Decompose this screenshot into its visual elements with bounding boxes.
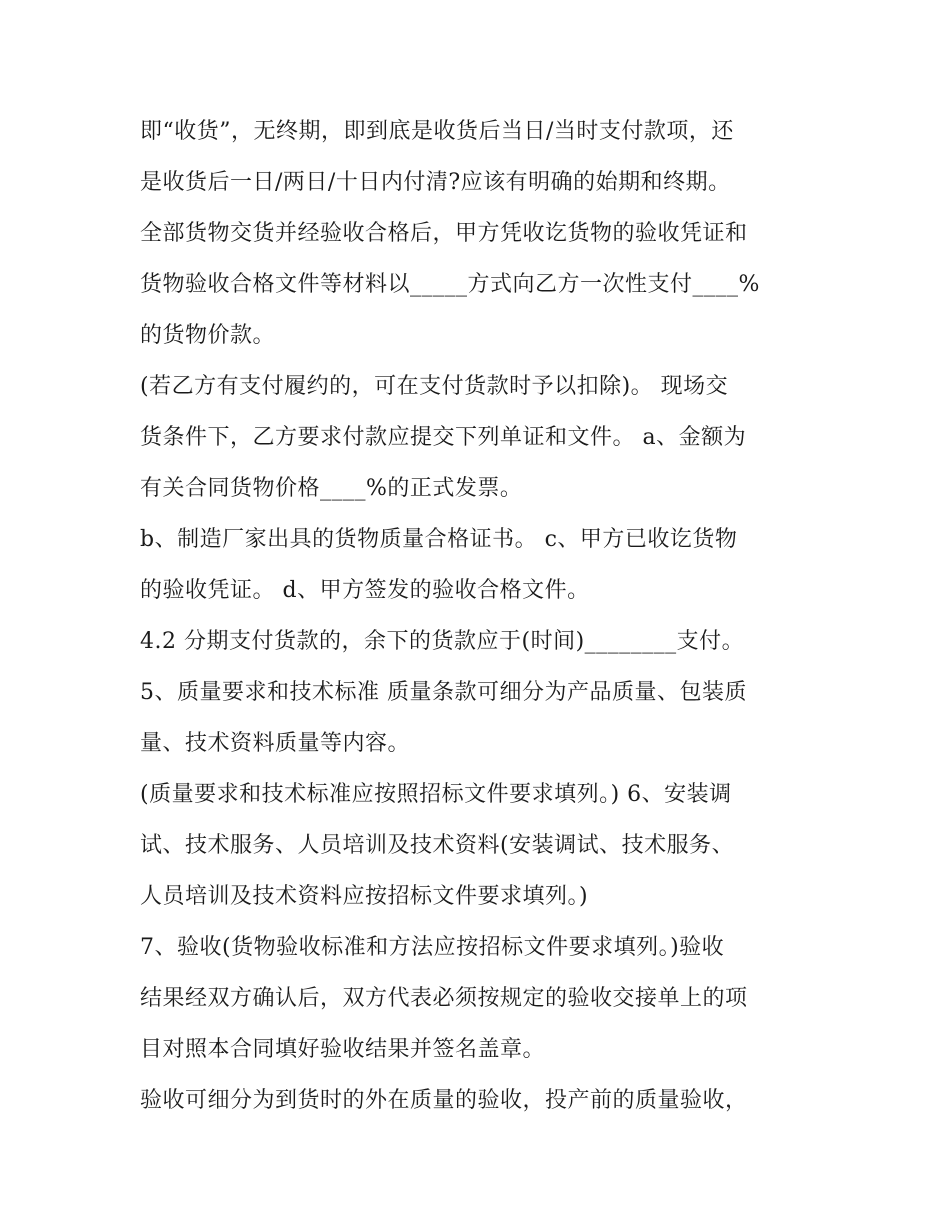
text-line: 验收可细分为到货时的外在质量的验收，投产前的质量验收，	[140, 1088, 748, 1113]
text-line: 试、技术服务、人员培训及技术资料(安装调试、技术服务、	[140, 833, 735, 858]
text-line: 货物验收合格文件等材料以_____方式向乙方一次性支付____%	[140, 272, 760, 297]
text-line: 全部货物交货并经验收合格后，甲方凭收讫货物的验收凭证和	[140, 221, 748, 246]
text-line: 是收货后一日/两日/十日内付清?应该有明确的始期和终期。	[140, 170, 731, 195]
text-line: 7、验收(货物验收标准和方法应按招标文件要求填列。)验收	[140, 935, 725, 960]
text-line: b、制造厂家出具的货物质量合格证书。 c、甲方已收讫货物	[140, 527, 738, 552]
text-line: 的货物价款。	[140, 323, 276, 348]
text-line: 即“收货”，无终期，即到底是收货后当日/当时支付款项，还	[140, 119, 734, 144]
text-line: 量、技术资料质量等内容。	[140, 731, 411, 756]
text-line: 人员培训及技术资料应按招标文件要求填列。)	[140, 884, 589, 909]
text-line: 4.2 分期支付货款的，余下的货款应于(时间)________支付。	[140, 629, 745, 654]
text-line: 货条件下，乙方要求付款应提交下列单证和文件。 a、金额为	[140, 425, 747, 450]
text-line: 目对照本合同填好验收结果并签名盖章。	[140, 1037, 546, 1062]
contract-text-body	[140, 106, 820, 1126]
text-line: (质量要求和技术标准应按照招标文件要求填列。) 6、安装调	[140, 782, 732, 807]
text-line: (若乙方有支付履约的，可在支付货款时予以扣除)。 现场交	[140, 374, 729, 399]
text-line: 5、质量要求和技术标准 质量条款可细分为产品质量、包装质	[140, 680, 747, 705]
text-line: 有关合同货物价格____%的正式发票。	[140, 476, 523, 501]
text-line: 结果经双方确认后，双方代表必须按规定的验收交接单上的项	[140, 986, 748, 1011]
text-line: 的验收凭证。 d、甲方签发的验收合格文件。	[140, 578, 590, 603]
